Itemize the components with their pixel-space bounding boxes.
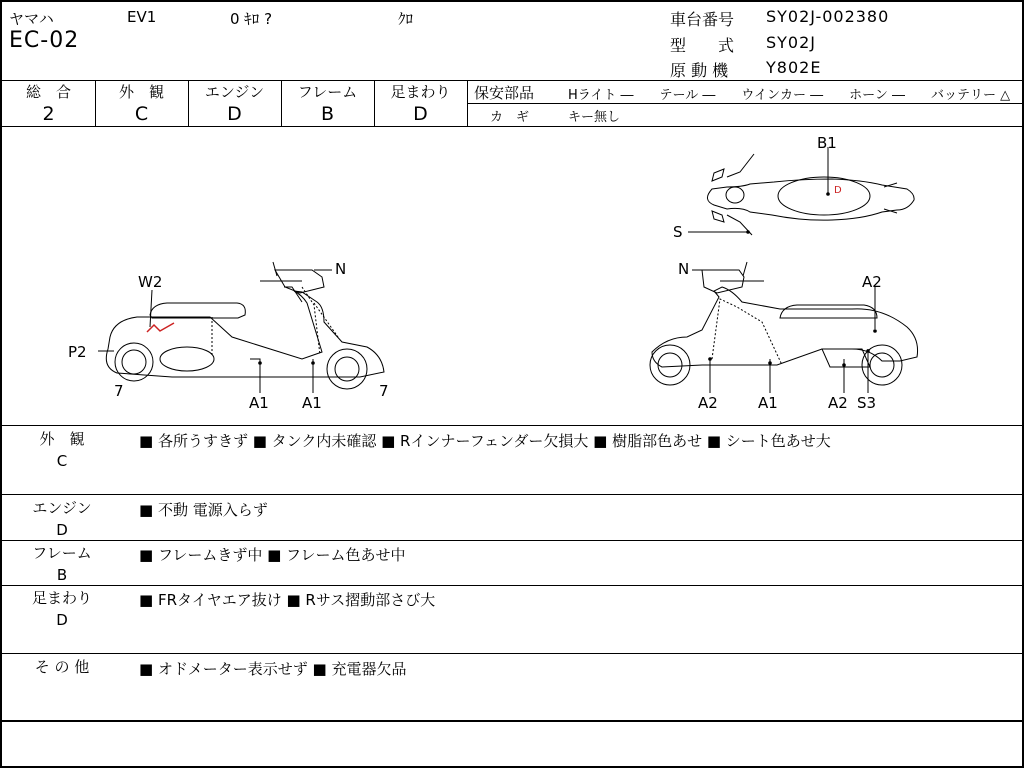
divider [2,425,1024,426]
label-s3: S3 [857,394,877,412]
divider [2,494,1024,495]
grade-total [2,81,95,127]
section-label: エンジン [32,499,92,517]
label-a1: A1 [302,394,322,412]
key-value: キー無し [568,110,621,125]
label-a2: A2 [828,394,848,412]
color: ｸﾛ [398,10,414,28]
section-other-text: ■ オドメーター表示せず ■ 充電器欠品 [139,660,407,678]
section-grade: D [56,611,68,629]
section-frame [12,542,112,586]
label-n: N [335,260,347,278]
model-name: EV1 [127,8,157,26]
grade-value: D [227,103,242,125]
label-p2: P2 [68,343,87,361]
maker-name: ヤマハ [9,10,54,28]
type-value: SY02J [766,33,817,52]
section-other [12,656,112,678]
label-a1: A1 [758,394,778,412]
engine-label: 原 動 機 [670,61,729,80]
label-b1: B1 [817,134,837,152]
section-suspension [12,587,112,631]
frame-no: SY02J-002380 [766,7,890,26]
grade-engine [188,81,281,127]
section-grade: B [56,566,68,584]
grade-label: 外 観 [118,83,164,101]
damage-diagram [2,127,1022,425]
safety-items: Hライト ― テール ― ウインカー ― ホーン ― バッテリー △ [568,88,1011,103]
grade-value: B [320,103,335,125]
grade-value: C [134,103,149,125]
section-engine [12,497,112,541]
section-grade: C [56,452,68,470]
section-frame-text: ■ フレームきず中 ■ フレーム色あせ中 [139,546,406,564]
divider [2,585,1024,586]
grade-label: フレーム [297,83,358,101]
grade-value: 2 [42,103,55,125]
section-suspension-text: ■ FRタイヤエア抜け ■ Rサス摺動部さび大 [139,591,436,609]
section-exterior-text: ■ 各所うすきず ■ タンク内未確認 ■ Rインナーフェンダー欠損大 ■ 樹脂部色あせ ■ シート色あせ大 [139,432,831,450]
label-a1: A1 [249,394,269,412]
type-label: 型 式 [670,36,735,55]
safety-title: 保安部品 [474,84,535,102]
grade-label: エンジン [204,83,265,101]
divider [468,103,1024,104]
divider [2,540,1024,541]
mileage: 0 ｷﾛ ? [230,10,273,28]
section-label: 外 観 [39,430,85,448]
section-grade: D [56,521,68,539]
grade-suspension [374,81,467,127]
section-exterior [12,428,112,472]
engine-value: Y802E [766,58,822,77]
label-7: 7 [114,382,124,400]
section-label: フレーム [32,544,92,562]
grade-value: D [413,103,428,125]
label-w2: W2 [138,273,163,291]
section-label: 足まわり [31,589,92,607]
scooter-top-view [688,147,914,235]
model-code: EC-02 [9,28,80,53]
grade-label: 総 合 [25,83,71,101]
label-n: N [678,260,690,278]
section-label: そ の 他 [34,658,90,676]
grade-frame [281,81,374,127]
frame-no-label: 車台番号 [670,10,735,29]
key-label: カ ギ [490,110,530,125]
red-mark: D [834,185,842,196]
label-a2: A2 [862,273,882,291]
label-7: 7 [379,382,389,400]
divider [2,653,1024,654]
divider [2,720,1024,722]
label-a2: A2 [698,394,718,412]
label-s: S [673,223,683,241]
section-engine-text: ■ 不動 電源入らず [139,501,268,519]
grade-label: 足まわり [390,83,451,101]
grade-exterior [95,81,188,127]
